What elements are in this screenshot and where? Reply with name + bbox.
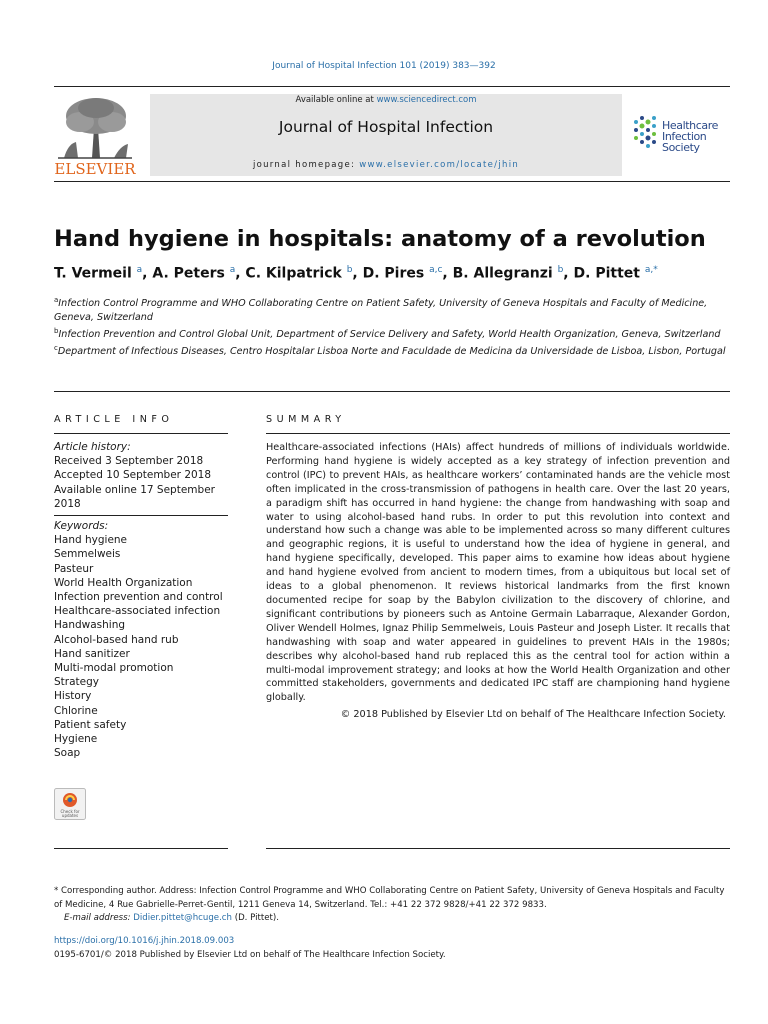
journal-citation: Journal of Hospital Infection 101 (2019) 383—392 xyxy=(272,61,496,71)
affiliations xyxy=(54,294,734,359)
keyword: Chlorine xyxy=(54,704,98,717)
available-prefix: Available online at xyxy=(295,95,377,105)
history-item: Accepted 10 September 2018 xyxy=(54,469,212,482)
summary-body: Healthcare-associated infections (HAIs) affect hundreds of millions of individuals worldwide. Performing hand hygiene is widely accepted as a key strategy of infection prevention and control (IPC) to prevent HAIs, as healthcare workers’ contaminated hands are the vehicle most often implicated in the cross-transmission of pathogens in health care. Over the last 20 years, a paradigm shift has occurred in hand hygiene: the change from handwashing with soap and water to using alcohol-based hand rubs. In order to put this revolution into context and understand how such a change was able to be implemented across so many different cultures and geographic regions, it is useful to understand how the idea of hygiene in general, and hand hygiene specifically, developed. This paper aims to examine how ideas about hygiene and hand hygiene evolved from ancient to modern times, from a ubiquitous but local set of ideas to a global phenomenon. It reviews historical landmarks from the first known documented recipe for soap by the Babylon civilization to the discovery of chlorine, and significant contributions by pioneers such as Antoine Germain Labarraque, Alexander Gordon, Oliver Wendell Holmes, Ignaz Philip Semmelweis, Louis Pasteur and Joseph Lister. It recalls that handwashing with soap and water appeared in guidelines to prevent HAIs in the 1980s; describes why alcohol-based hand rub replaced this as the central tool for action within a multi-modal improvement strategy; and looks at how the World Health Organization and other committed stakeholders, governments and dedicated IPC staff are championing hand hygiene globally. xyxy=(266,442,730,704)
affiliation-item xyxy=(54,342,734,359)
elsevier-tree-icon xyxy=(54,94,136,160)
email-label: E-mail address: xyxy=(64,913,134,923)
keyword: History xyxy=(54,690,92,703)
masthead-top-rule xyxy=(54,86,730,87)
email-link[interactable]: Didier.pittet@hcuge.ch xyxy=(133,913,232,923)
journal-homepage xyxy=(150,160,622,170)
author-name[interactable]: C. Kilpatrick xyxy=(245,265,342,282)
email-suffix: (D. Pittet). xyxy=(231,913,280,923)
header-divider xyxy=(54,391,730,392)
journal-banner xyxy=(150,94,622,176)
homepage-prefix: journal homepage: xyxy=(252,160,360,170)
article-info xyxy=(54,440,232,760)
keyword: Hand hygiene xyxy=(54,534,128,547)
keyword: Soap xyxy=(54,747,81,760)
author-affiliation-mark[interactable]: a,* xyxy=(644,265,658,275)
author-affiliation-mark[interactable]: b xyxy=(557,265,564,275)
keyword: Infection prevention and control xyxy=(54,591,223,604)
society-dots-icon xyxy=(632,110,660,160)
society-name-line-3: Society xyxy=(662,141,700,154)
affiliation-text: Infection Control Programme and WHO Collaborating Centre on Patient Safety, University of Geneva Hospitals and Faculty of Medicine, Geneva, Switzerland xyxy=(54,298,708,324)
author-affiliation-mark[interactable]: a xyxy=(136,265,143,275)
author-affiliation-mark[interactable]: b xyxy=(346,265,353,275)
available-online xyxy=(150,95,622,105)
history-item: Received 3 September 2018 xyxy=(54,455,204,468)
summary-top-rule xyxy=(266,433,730,434)
summary-heading: SUMMARY xyxy=(266,414,346,425)
author-name[interactable]: D. Pires xyxy=(362,265,425,282)
sciencedirect-link[interactable]: www.sciencedirect.com xyxy=(376,95,477,105)
summary-copyright: © 2018 Published by Elsevier Ltd on behalf of The Healthcare Infection Society. xyxy=(340,709,726,720)
keyword: Hand sanitizer xyxy=(54,647,130,660)
article-title: Hand hygiene in hospitals: anatomy of a revolution xyxy=(54,226,706,252)
keyword: Semmelweis xyxy=(54,548,121,561)
affiliation-item xyxy=(54,294,734,325)
journal-name: Journal of Hospital Infection xyxy=(278,118,494,136)
keywords-label: Keywords: xyxy=(54,520,109,533)
svg-text:updates: updates xyxy=(61,813,79,818)
history-label: Article history: xyxy=(54,441,131,453)
homepage-link[interactable]: www.elsevier.com/locate/jhin xyxy=(359,160,520,170)
info-divider xyxy=(54,515,228,516)
keyword: World Health Organization xyxy=(54,576,193,589)
keyword: Alcohol-based hand rub xyxy=(54,633,179,646)
doi-link[interactable]: https://doi.org/10.1016/j.jhin.2018.09.003 xyxy=(54,936,235,946)
corresponding-address: * Corresponding author. Address: Infection Control Programme and WHO Collaborating Centre on Patient Safety, University of Geneva Hospitals and Faculty of Medicine, 4 Rue Gabrielle-Perret-Gentil, 1211 Geneva 14, Switzerland. Tel.: +41 22 372 9828/+41 22 372 9833. xyxy=(54,886,725,910)
email-line xyxy=(54,912,730,926)
summary-bottom-rule xyxy=(266,848,730,849)
history-item: Available online 17 September 2018 xyxy=(54,483,215,510)
author-affiliation-mark[interactable]: a xyxy=(229,265,236,275)
check-for-updates-badge[interactable] xyxy=(54,788,86,820)
author-name[interactable]: T. Vermeil xyxy=(54,265,132,282)
keyword: Healthcare-associated infection xyxy=(54,605,221,618)
author-name[interactable]: B. Allegranzi xyxy=(452,265,553,282)
affiliation-mark: b xyxy=(54,327,59,335)
article-info-top-rule xyxy=(54,433,228,434)
affiliation-mark: a xyxy=(54,296,59,304)
author-name[interactable]: D. Pittet xyxy=(573,265,640,282)
affiliation-text: Department of Infectious Diseases, Centro Hospitalar Lisboa Norte and Faculdade de Medicina da Universidade de Lisboa, Lisbon, Portugal xyxy=(57,346,726,358)
society-name xyxy=(662,120,718,153)
keyword: Pasteur xyxy=(54,562,94,575)
author-affiliation-mark[interactable]: a,c xyxy=(429,265,443,275)
masthead-bottom-rule xyxy=(54,181,730,182)
svg-text:Check for: Check for xyxy=(60,809,80,814)
keyword: Hygiene xyxy=(54,733,98,746)
masthead xyxy=(54,86,730,182)
affiliation-mark: c xyxy=(54,344,58,353)
affiliation-text: Infection Prevention and Control Global Unit, Department of Service Delivery and Safety, World Health Organization, Geneva, Switzerland xyxy=(58,329,721,341)
author-name[interactable]: A. Peters xyxy=(152,265,225,282)
society-logo xyxy=(632,110,732,160)
keyword: Handwashing xyxy=(54,619,126,632)
corresponding-author-footnote xyxy=(54,885,730,926)
affiliation-item xyxy=(54,325,734,342)
check-for-updates-icon xyxy=(54,788,86,820)
society-name-line-1: Healthcare xyxy=(662,119,718,132)
elsevier-logo xyxy=(54,94,136,178)
keyword: Patient safety xyxy=(54,718,127,731)
society-name-line-2: Infection xyxy=(662,130,707,143)
keyword: Strategy xyxy=(54,676,99,689)
author-list: T. Vermeil $^a$, A. Peters $^a$, C. Kilpatrick $^b$, D. Pires $^{a,c}$, B. Allegranzi $^b$, D. Pittet $^{a,*}$ xyxy=(54,265,658,282)
issn-copyright: 0195-6701/© 2018 Published by Elsevier Ltd on behalf of The Healthcare Infection Society. xyxy=(54,950,446,960)
article-info-bottom-rule xyxy=(54,848,228,849)
elsevier-wordmark: ELSEVIER xyxy=(54,160,136,178)
article-info-heading: ARTICLE INFO xyxy=(54,414,174,425)
keyword: Multi-modal promotion xyxy=(54,662,174,675)
